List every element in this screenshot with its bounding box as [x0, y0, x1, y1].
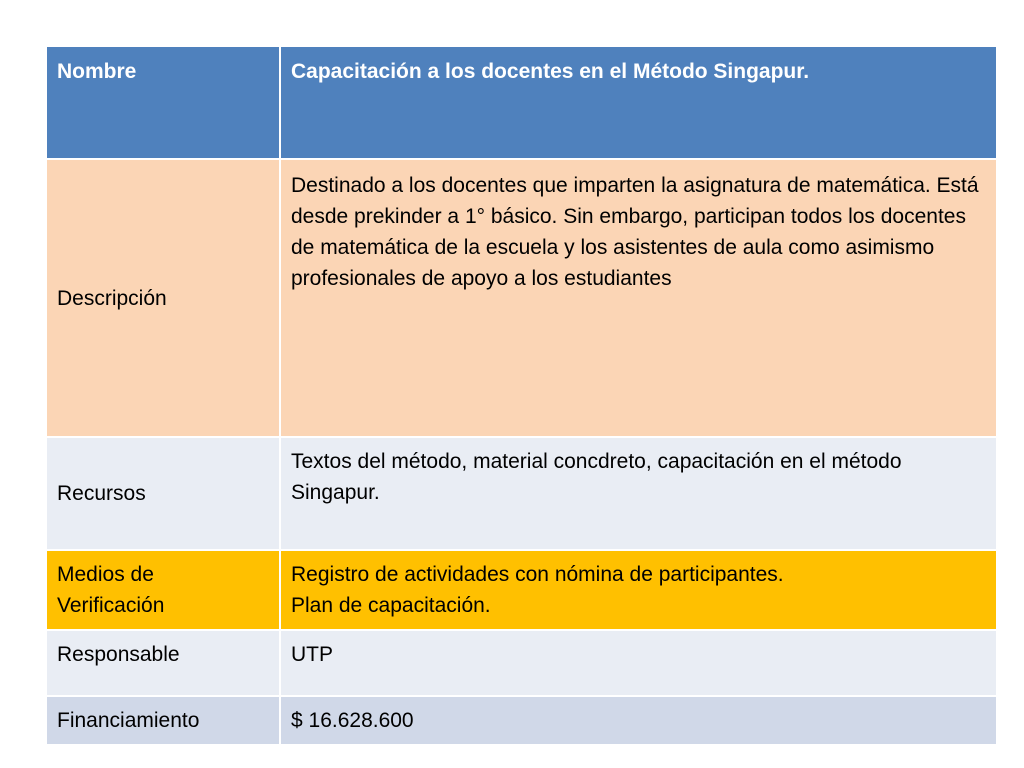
- recursos-label: Recursos: [46, 437, 280, 550]
- table-row-responsable: [46, 630, 997, 696]
- responsable-value: UTP: [280, 630, 997, 696]
- nombre-label: Nombre: [46, 46, 280, 159]
- financiamiento-value: $ 16.628.600: [280, 696, 997, 745]
- recursos-value: Textos del método, material concdreto, capacitación en el método Singapur.: [280, 437, 997, 550]
- responsable-label: Responsable: [46, 630, 280, 696]
- project-info-table: [45, 45, 998, 746]
- table-row-descripcion: [46, 159, 997, 437]
- medios-label: [46, 550, 280, 630]
- financiamiento-label: Financiamiento: [46, 696, 280, 745]
- table-row-medios: [46, 550, 997, 630]
- medios-value-line1: Registro de actividades con nómina de participantes.: [291, 563, 784, 586]
- table-row-nombre: [46, 46, 997, 159]
- table-row-financiamiento: [46, 696, 997, 745]
- nombre-value: Capacitación a los docentes en el Método Singapur.: [280, 46, 997, 159]
- medios-value-line2: Plan de capacitación.: [291, 594, 491, 617]
- descripcion-label: Descripción: [46, 159, 280, 437]
- medios-label-line1: Medios de: [57, 563, 154, 586]
- table-row-recursos: [46, 437, 997, 550]
- medios-value: [280, 550, 997, 630]
- medios-label-line2: Verificación: [57, 594, 165, 617]
- descripcion-value: Destinado a los docentes que imparten la asignatura de matemática. Está desde prekinder a 1° básico. Sin embargo, participan todos los docentes de matemática de la escuela y los asistentes de aula como asimismo profesionales de apoyo a los estudiantes: [280, 159, 997, 437]
